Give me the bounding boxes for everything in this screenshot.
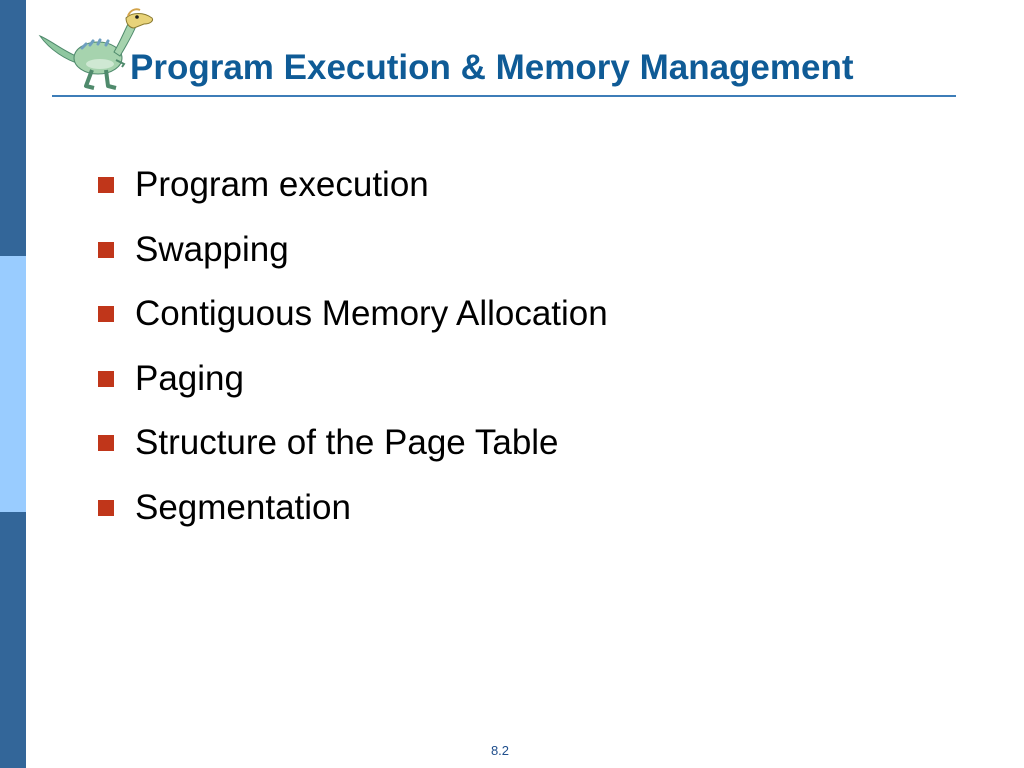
page-number-text: 8.2: [490, 743, 510, 758]
side-bar-segment-top: [0, 0, 26, 256]
bullet-item: [98, 163, 608, 228]
bullet-item: [98, 421, 608, 486]
bullet-list: [98, 163, 608, 551]
bullet-text: Swapping: [135, 229, 289, 269]
bullet-text: Segmentation: [135, 487, 351, 527]
bullet-text: Program execution: [135, 165, 429, 204]
square-bullet-icon: [98, 500, 114, 516]
bullet-item: [98, 228, 608, 293]
bullet-item: [98, 357, 608, 422]
square-bullet-icon: [98, 435, 114, 451]
bullet-text: Contiguous Memory Allocation: [135, 294, 608, 334]
square-bullet-icon: [98, 371, 114, 387]
bullet-text: Paging: [135, 358, 244, 398]
bullet-text: Structure of the Page Table: [135, 423, 559, 463]
square-bullet-icon: [98, 306, 114, 322]
bullet-item: [98, 486, 608, 551]
side-bar-segment-middle: [0, 256, 26, 512]
page-number: [0, 743, 1024, 758]
slide-title: Program Execution & Memory Management: [130, 48, 854, 87]
side-bar-segment-bottom: [0, 512, 26, 768]
square-bullet-icon: [98, 242, 114, 258]
bullet-item: [98, 292, 608, 357]
square-bullet-icon: [98, 177, 114, 193]
side-accent-bar: [0, 0, 26, 768]
title-underline: [52, 95, 956, 97]
